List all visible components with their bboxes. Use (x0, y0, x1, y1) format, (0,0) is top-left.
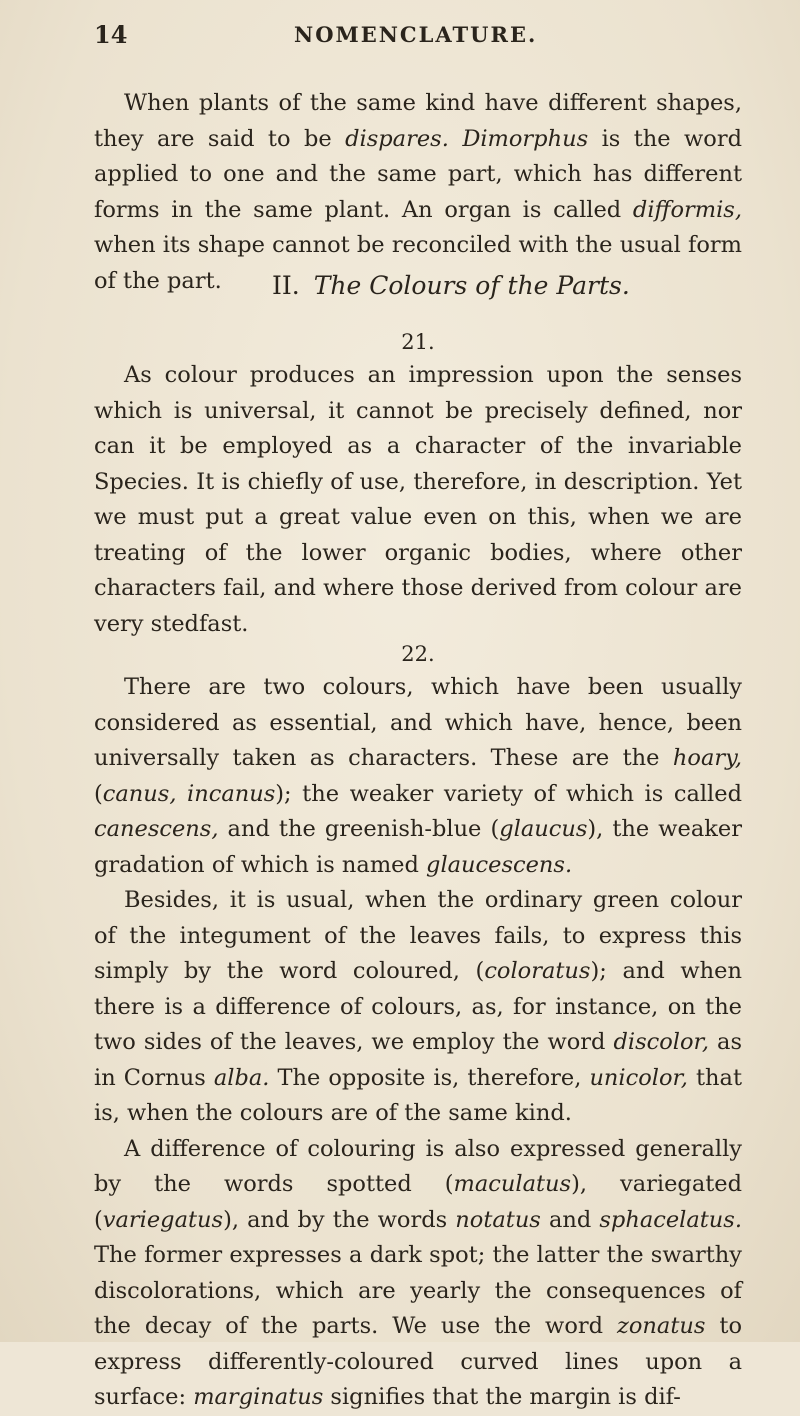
page-header (94, 20, 734, 60)
intro-paragraph-block (94, 86, 742, 299)
page-number: 14 (94, 20, 128, 49)
intro-paragraph: When plants of the same kind have different shapes, they are said to be dispares. Dimorphus is the word applied to one and the same part, which has different forms in the same plant. An organ is called difformis, when its shape cannot be reconciled with the usual form of the part. (94, 90, 743, 294)
paragraph-22a: There are two colours, which have been usually considered as essential, and which have, hence, been universally taken as characters. These are the hoary, (canus, incanus); the weaker variety of which is called canescens, and the greenish-blue (glaucus), the weaker gradation of which is named glaucescens. (94, 674, 742, 878)
section-heading: II. The Colours of the Parts. (272, 271, 630, 300)
paragraph-21: As colour produces an impression upon the senses which is universal, it cannot be precisely defined, nor can it be employed as a character of the invariable Species. It is chiefly of use, therefore, in description. Yet we must put a great value even on this, when we are treating of the lower organic bodies, where other characters fail, and where those derived from colour are very stedfast. (94, 362, 742, 637)
paragraph-22b: Besides, it is usual, when the ordinary green colour of the integument of the leaves fails, to express this simply by the word coloured, (coloratus); and when there is a difference of colours, as, for instance, on the two sides of the leaves, we employ the word discolor, as in Cornus alba. The opposite is, therefore, unicolor, that is, when the colours are of the same kind. (94, 887, 742, 1126)
paragraph-number-22: 22. (401, 642, 435, 666)
paragraph-21-block (94, 330, 742, 642)
paragraph-number-21: 21. (401, 330, 435, 354)
paragraph-22c: A difference of colouring is also expressed generally by the words spotted (maculatus), variegated (variegatus), and by the words notatus and sphacelatus. The former expresses a dark spot; the latter the swarthy discolorations, which are yearly the consequences of the decay of the parts. We use the word zonatus to express differently-coloured curved lines upon a surface: marginatus signifies that the margin is dif- (94, 1135, 742, 1410)
paragraph-22-block (94, 642, 742, 1416)
running-head: NOMENCLATURE. (294, 22, 538, 47)
